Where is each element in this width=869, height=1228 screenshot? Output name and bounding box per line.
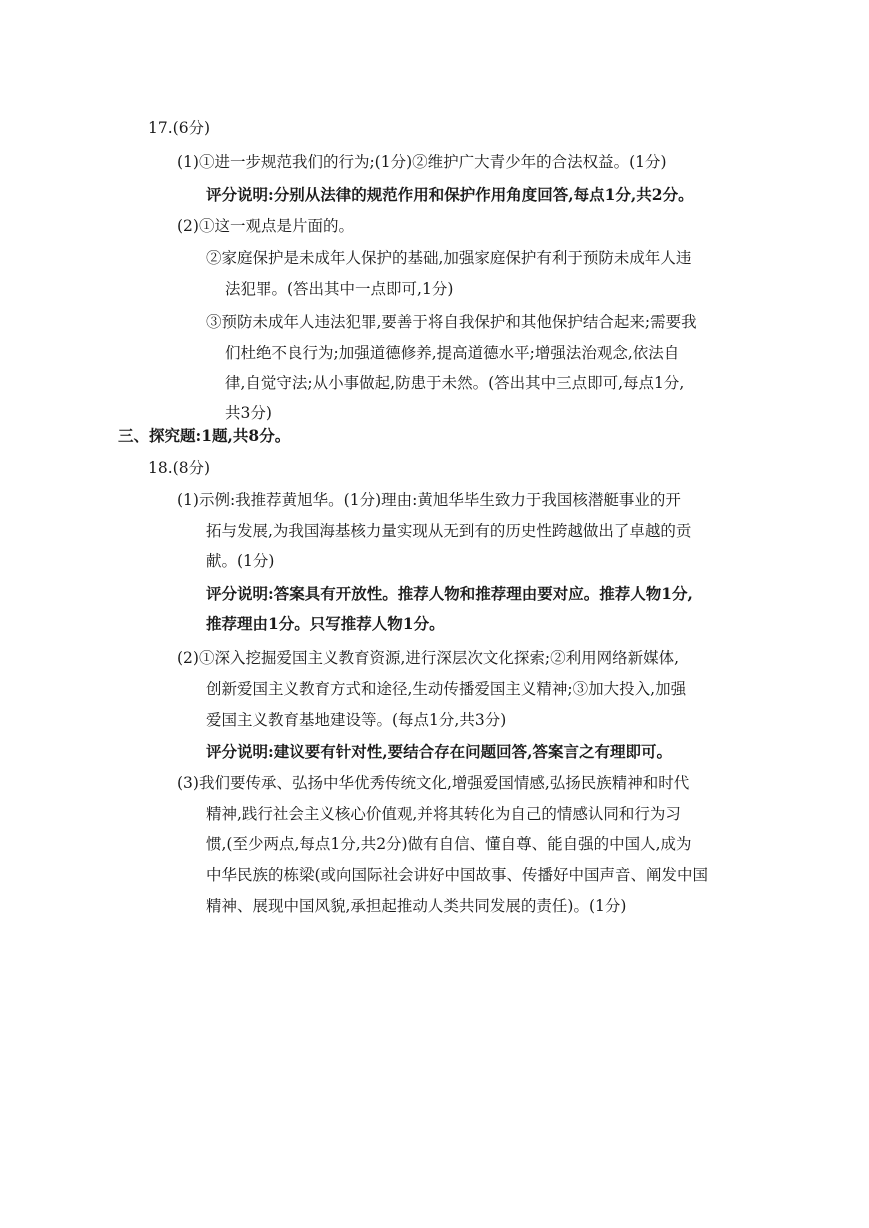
- q17-part2-point3-line1: ③预防未成年人违法犯罪,要善于将自我保护和其他保护结合起来;需要我: [206, 313, 697, 331]
- q17-part1: (1)①进一步规范我们的行为;(1分)②维护广大青少年的合法权益。(1分): [177, 153, 667, 171]
- q17-part2-point1: (2)①这一观点是片面的。: [177, 217, 354, 235]
- q18-part3-line3: 惯,(至少两点,每点1分,共2分)做有自信、懂自尊、能自强的中国人,成为: [206, 835, 692, 853]
- q18-scoring-note1-line1: 评分说明:答案具有开放性。推荐人物和推荐理由要对应。推荐人物1分,: [206, 584, 693, 603]
- q17-scoring-note: 评分说明:分别从法律的规范作用和保护作用角度回答,每点1分,共2分。: [206, 185, 694, 204]
- q18-part1-line3: 献。(1分): [206, 552, 275, 570]
- q17-header: 17.(6分): [148, 119, 211, 137]
- q18-scoring-note2: 评分说明:建议要有针对性,要结合存在问题回答,答案言之有理即可。: [206, 742, 673, 761]
- q18-part2-line2: 创新爱国主义教育方式和途径,生动传播爱国主义精神;③加大投入,加强: [206, 680, 687, 698]
- q18-header: 18.(8分): [148, 459, 211, 477]
- q17-part2-point2-line2: 法犯罪。(答出其中一点即可,1分): [225, 280, 454, 298]
- q18-part3-line5: 精神、展现中国风貌,承担起推动人类共同发展的责任)。(1分): [206, 897, 627, 915]
- section3-header: 三、探究题:1题,共8分。: [118, 426, 291, 445]
- q18-part1-line1: (1)示例:我推荐黄旭华。(1分)理由:黄旭华毕生致力于我国核潜艇事业的开: [177, 491, 681, 509]
- q18-scoring-note1-line2: 推荐理由1分。只写推荐人物1分。: [206, 614, 445, 633]
- q18-part3-line1: (3)我们要传承、弘扬中华优秀传统文化,增强爱国情感,弘扬民族精神和时代: [177, 774, 690, 792]
- q18-part2-line3: 爱国主义教育基地建设等。(每点1分,共3分): [206, 711, 507, 729]
- q18-part3-line2: 精神,践行社会主义核心价值观,并将其转化为自己的情感认同和行为习: [206, 805, 681, 823]
- q18-part3-line4: 中华民族的栋梁(或向国际社会讲好中国故事、传播好中国声音、阐发中国: [206, 866, 709, 884]
- q18-part2-line1: (2)①深入挖掘爱国主义教育资源,进行深层次文化探索;②利用网络新媒体,: [177, 649, 680, 667]
- q17-part2-point3-line3: 律,自觉守法;从小事做起,防患于未然。(答出其中三点即可,每点1分,: [225, 374, 685, 392]
- q17-part2-point3-line2: 们杜绝不良行为;加强道德修养,提高道德水平;增强法治观念,依法自: [225, 344, 680, 362]
- q17-part2-point3-line4: 共3分): [225, 404, 272, 422]
- q18-part1-line2: 拓与发展,为我国海基核力量实现从无到有的历史性跨越做出了卓越的贡: [206, 522, 692, 540]
- q17-part2-point2-line1: ②家庭保护是未成年人保护的基础,加强家庭保护有利于预防未成年人违: [206, 249, 692, 267]
